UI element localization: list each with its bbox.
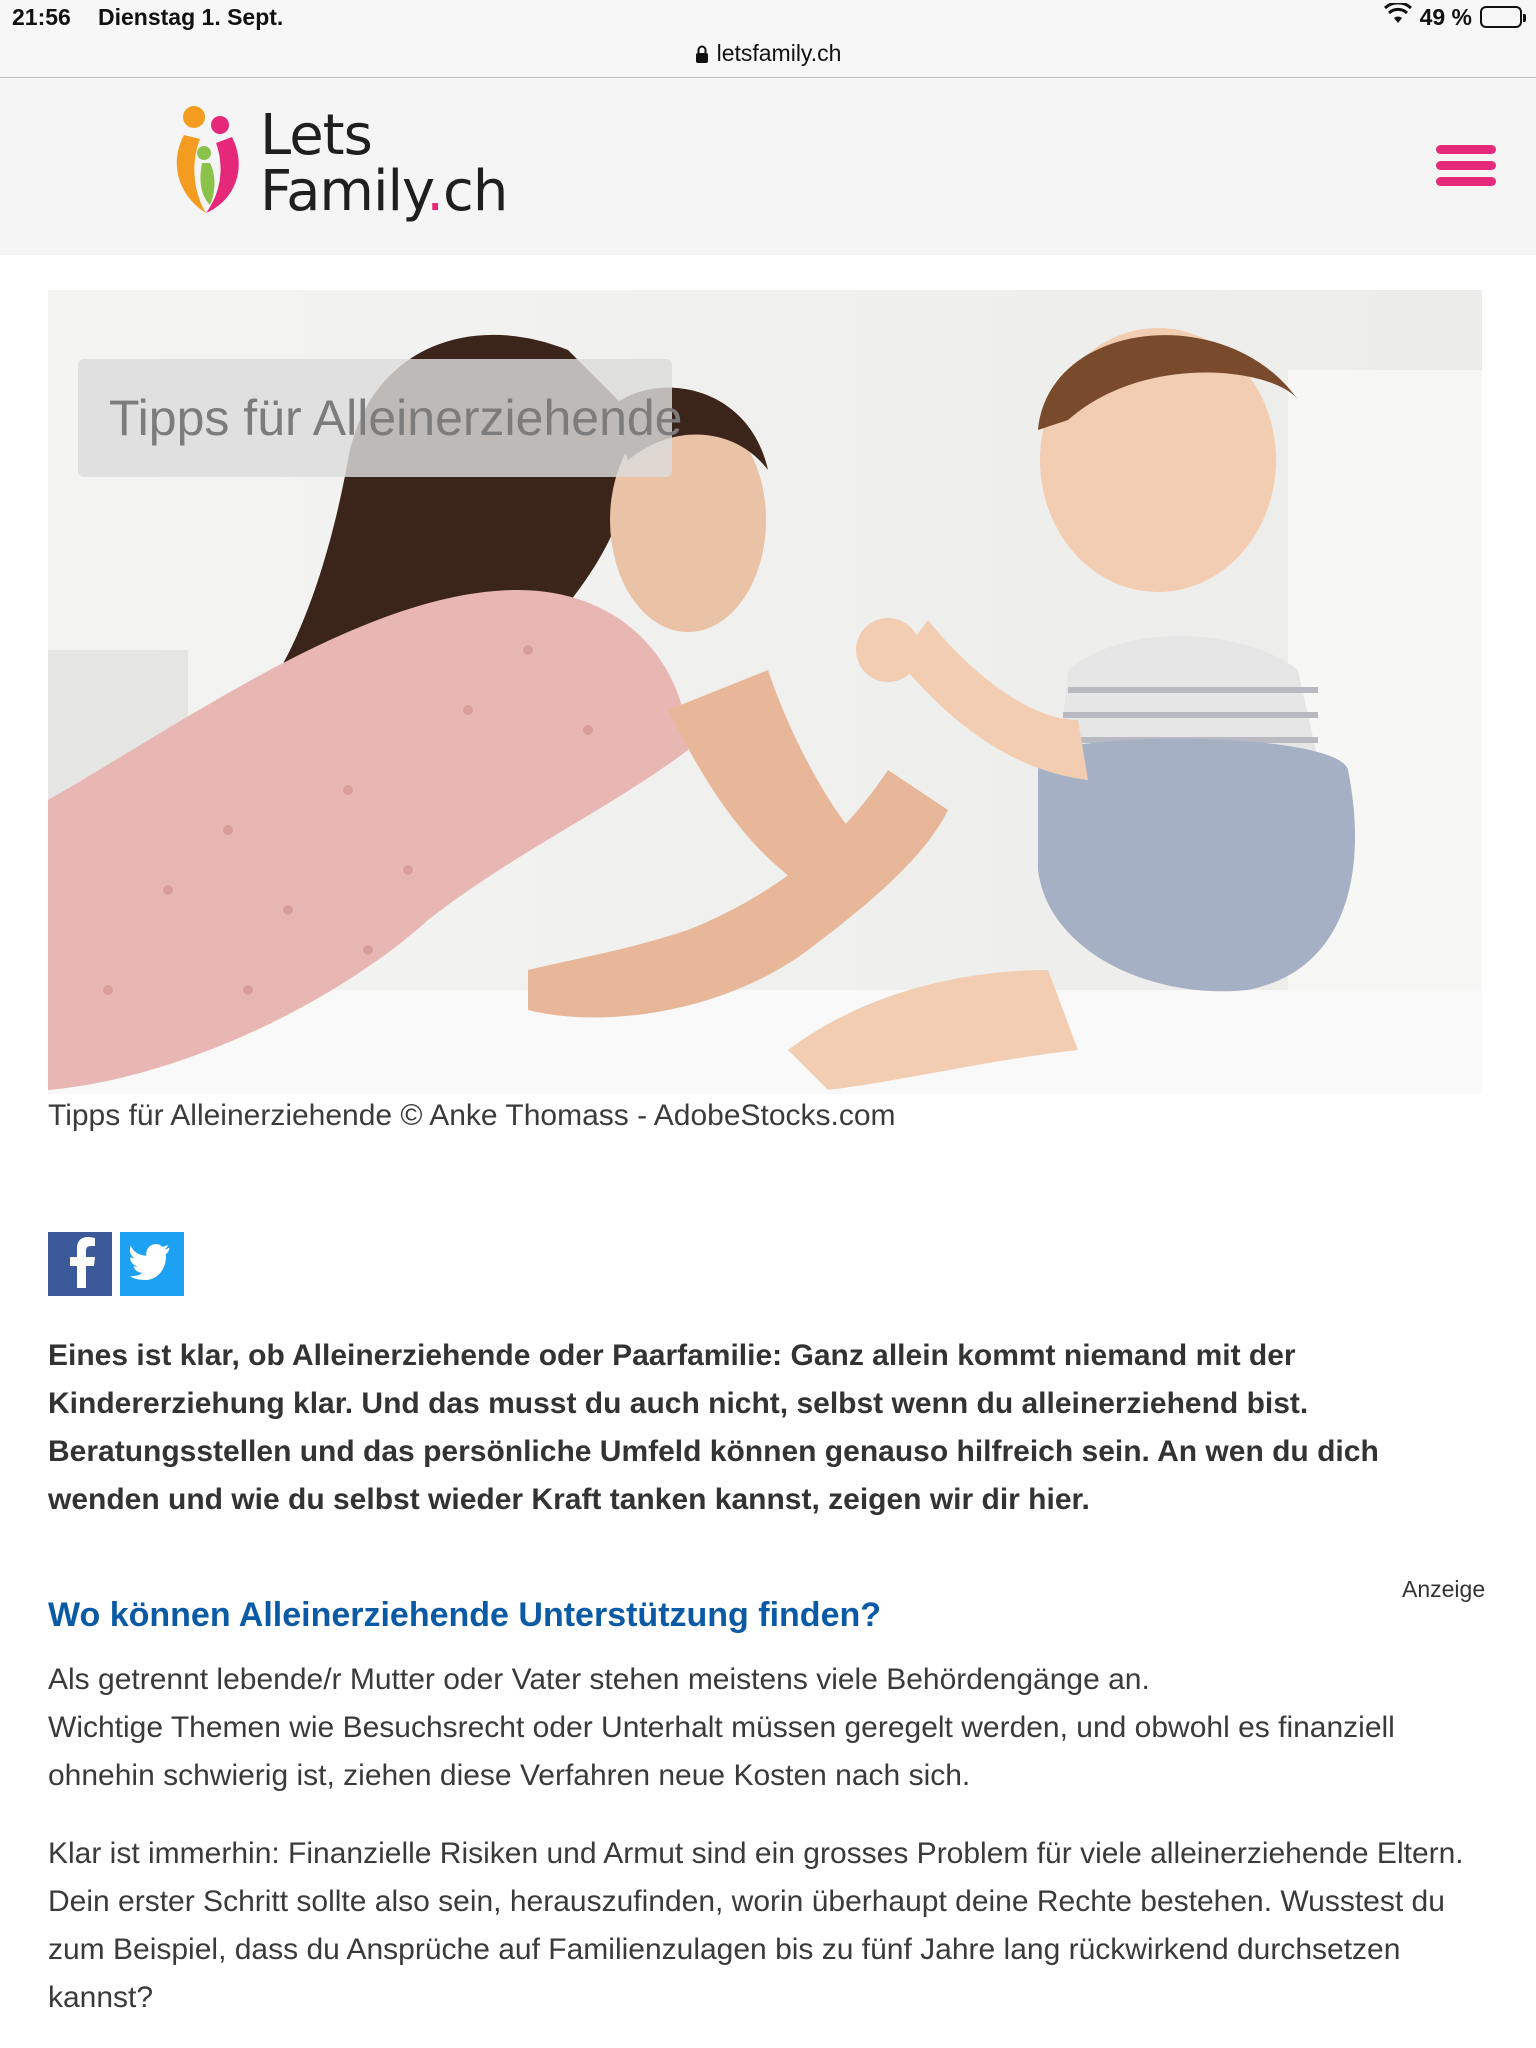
family-logo-icon <box>172 105 244 222</box>
facebook-share-button[interactable] <box>48 1232 112 1296</box>
battery-icon <box>1480 6 1522 28</box>
logo-wordmark <box>260 102 508 224</box>
status-time: 21:56 <box>12 4 71 30</box>
battery-percent: 49 % <box>1419 3 1472 30</box>
hamburger-menu-icon[interactable] <box>1436 145 1496 195</box>
menu-bar <box>1436 145 1496 154</box>
facebook-icon <box>60 1236 100 1293</box>
logo-family: Family <box>260 158 427 224</box>
hero-image <box>48 290 1482 1094</box>
hero-title: Tipps für Alleinerziehende <box>109 390 683 446</box>
logo-tld: ch <box>443 158 508 224</box>
share-buttons <box>48 1232 184 1296</box>
site-logo[interactable] <box>172 102 508 224</box>
hero-title-box <box>78 359 683 477</box>
status-bar <box>0 0 1536 78</box>
address-bar[interactable] <box>0 40 1536 69</box>
article-paragraph-2: Klar ist immerhin: Finanzielle Risiken und Armut sind ein grosses Problem für viele alleinerziehende Eltern. Dein erster Schritt sollte also sein, herauszufinden, worin überhaupt deine Rechte bestehen. Wusstest du zum Beispiel, dass du Ansprüche auf Familienzulagen bis zu fünf Jahre lang rückwirkend durchsetzen kannst? <box>48 1837 1464 2014</box>
ad-label: Anzeige <box>1402 1576 1486 1602</box>
menu-bar <box>1436 177 1496 186</box>
lock-icon <box>695 42 709 69</box>
status-indicators <box>1384 3 1522 31</box>
status-date: Dienstag 1. Sept. <box>98 4 284 30</box>
logo-dot: . <box>426 158 444 224</box>
article-paragraph-1 <box>48 1656 1498 1800</box>
paragraph-1-line-2: Wichtige Themen wie Besuchsrecht oder Unterhalt müssen geregelt werden, und obwohl es finanziell ohnehin schwierig ist, ziehen diese Verfahren neue Kosten nach sich. <box>48 1711 1395 1792</box>
paragraph-1-line-1: Als getrennt lebende/r Mutter oder Vater stehen meistens viele Behördengänge an. <box>48 1663 1150 1696</box>
wifi-icon <box>1384 3 1412 31</box>
logo-line-2 <box>260 158 508 224</box>
address-url: letsfamily.ch <box>716 40 842 66</box>
image-caption: Tipps für Alleinerziehende © Anke Thomass - AdobeStocks.com <box>48 1099 896 1132</box>
section-heading: Wo können Alleinerziehende Unterstützung finden? <box>48 1596 882 1634</box>
article-intro: Eines ist klar, ob Alleinerziehende oder Paarfamilie: Ganz allein kommt niemand mit der Kindererziehung klar. Und das musst du auch nicht, selbst wenn du alleinerziehend bist. Beratungsstellen und das persönliche Umfeld können genauso hilfreich sein. An wen du dich wenden und wie du selbst wieder Kraft tanken kannst, zeigen wir dir hier. <box>48 1339 1379 1516</box>
menu-bar <box>1436 161 1496 170</box>
twitter-share-button[interactable] <box>120 1232 184 1296</box>
site-header <box>0 79 1536 255</box>
logo-line-1: Lets <box>260 102 372 168</box>
twitter-icon <box>130 1244 174 1285</box>
